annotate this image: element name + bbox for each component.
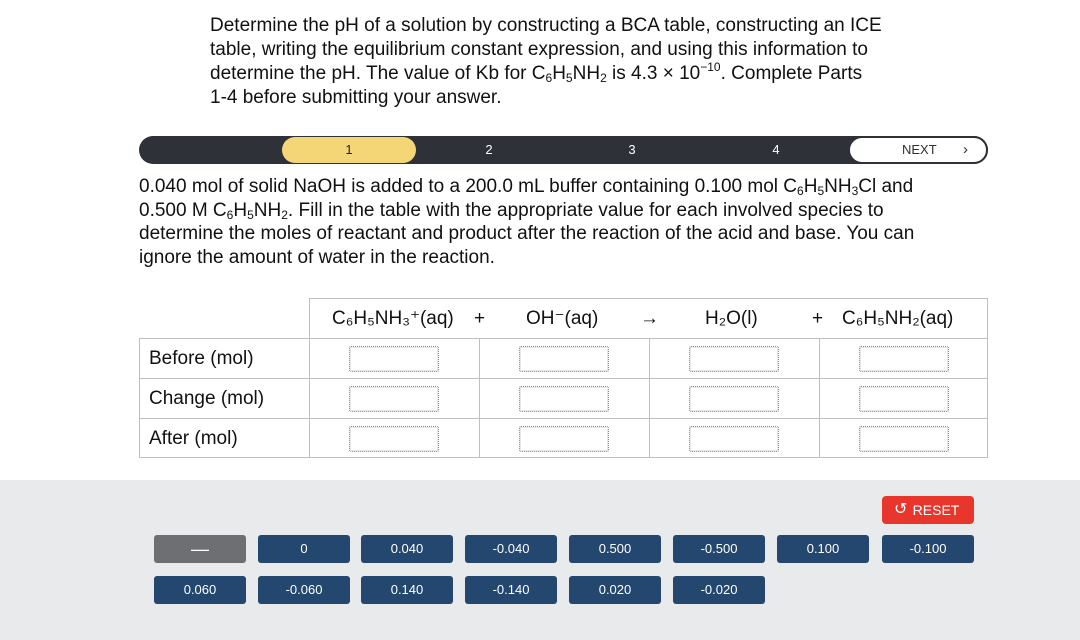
question-line: 0.500 M $C_6H_5NH_2$. Fill in the table with the appropriate value for each involved species to [139, 199, 884, 222]
header-species-4: C₆H₅NH₂(aq) [842, 308, 954, 329]
answer-tile[interactable]: 0.020 [569, 576, 661, 604]
bca-row-after [139, 418, 988, 458]
answer-tile[interactable]: -0.020 [673, 576, 765, 604]
drop-zone-before-acid[interactable] [349, 346, 439, 372]
step-2[interactable]: 2 [485, 142, 493, 157]
answer-tile[interactable]: -0.040 [465, 535, 557, 563]
answer-tile[interactable]: 0.500 [569, 535, 661, 563]
intro-line: determine the pH. The value of Kb for $C_6H_5NH_2$ is $4.3 \times 10^{-10}$. Complete Parts [210, 60, 863, 85]
answer-tile[interactable]: 0.100 [777, 535, 869, 563]
bca-row-before [139, 338, 988, 378]
answer-tile[interactable]: 0.060 [154, 576, 246, 604]
drop-zone-change-water[interactable] [689, 386, 779, 412]
header-plus: + [812, 308, 824, 329]
undo-icon: ↺ [894, 501, 908, 518]
drop-zone-after-water[interactable] [689, 426, 779, 452]
row-label: Change (mol) [149, 388, 265, 409]
header-species-2: OH⁻(aq) [526, 308, 599, 329]
chevron-right-icon: › [963, 141, 968, 158]
step-4[interactable]: 4 [772, 142, 780, 157]
problem-statement [210, 14, 930, 110]
answer-tile[interactable]: -0.500 [673, 535, 765, 563]
answer-tile[interactable]: -0.140 [465, 576, 557, 604]
drop-zone-before-base[interactable] [859, 346, 949, 372]
answer-tile[interactable]: 0 [258, 535, 350, 563]
intro-line: Determine the pH of a solution by constructing a BCA table, constructing an ICE [210, 15, 882, 36]
step-1[interactable]: 1 [282, 137, 416, 163]
drop-zone-change-acid[interactable] [349, 386, 439, 412]
drop-zone-change-base[interactable] [859, 386, 949, 412]
intro-line: table, writing the equilibrium constant expression, and using this information to [210, 39, 868, 60]
row-label: Before (mol) [149, 348, 254, 369]
bca-row-change [139, 378, 988, 418]
drop-zone-after-base[interactable] [859, 426, 949, 452]
step-progress-bar [139, 136, 988, 164]
question-line: determine the moles of reactant and product after the reaction of the acid and base. You can [139, 223, 915, 244]
drop-zone-before-hydroxide[interactable] [519, 346, 609, 372]
drop-zone-after-acid[interactable] [349, 426, 439, 452]
next-button[interactable]: NEXT › [848, 136, 988, 164]
intro-line: 1-4 before submitting your answer. [210, 87, 502, 108]
row-label: After (mol) [149, 428, 238, 449]
question-line: 0.040 mol of solid NaOH is added to a 200.0 mL buffer containing 0.100 mol $C_6H_5NH_3Cl$ and [139, 176, 914, 198]
question-line: ignore the amount of water in the reaction. [139, 246, 495, 268]
answer-tile[interactable]: -0.100 [882, 535, 974, 563]
header-species-1: C₆H₅NH₃⁺(aq) [332, 308, 454, 329]
answer-tile[interactable]: 0.140 [361, 576, 453, 604]
header-plus: + [474, 308, 486, 329]
drop-zone-after-hydroxide[interactable] [519, 426, 609, 452]
answer-tile-tray [0, 480, 1080, 640]
drop-zone-before-water[interactable] [689, 346, 779, 372]
answer-tile[interactable]: -0.060 [258, 576, 350, 604]
step-3[interactable]: 3 [628, 142, 636, 157]
header-species-3: H₂O(l) [705, 308, 758, 329]
answer-tile[interactable]: 0.040 [361, 535, 453, 563]
reset-button[interactable]: ↺ RESET [882, 496, 974, 524]
question-text [139, 175, 969, 269]
bca-header-row [309, 298, 988, 338]
answer-tile[interactable]: — [154, 535, 246, 563]
drop-zone-change-hydroxide[interactable] [519, 386, 609, 412]
header-arrow: → [640, 308, 659, 329]
